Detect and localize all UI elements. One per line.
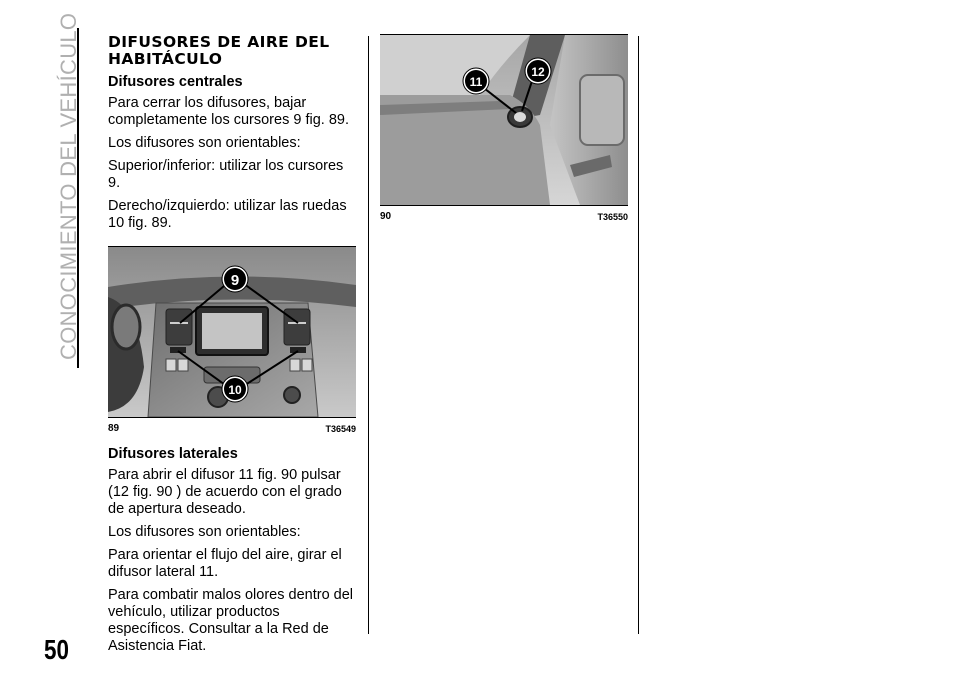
subheading-lateral: Difusores laterales <box>108 446 238 462</box>
paragraph: Los difusores son orientables: <box>108 524 301 540</box>
figure-code: T36550 <box>597 211 628 222</box>
paragraph: Para abrir el difusor 11 fig. 90 pulsar (12 fig. 90 ) de acuerdo con el grado de apertura deseado. <box>108 467 342 517</box>
page-number: 50 <box>44 634 69 665</box>
paragraph: Derecho/izquierdo: utilizar las ruedas 10 fig. 89. <box>108 198 347 231</box>
right-column <box>380 28 628 222</box>
chapter-label: CONOCIMIENTO DEL VEHÍCULO <box>56 12 81 360</box>
figure-code: T36549 <box>325 423 356 434</box>
paragraph: Superior/inferior: utilizar los cursores 9. <box>108 158 344 191</box>
paragraph: Para cerrar los difusores, bajar completamente los cursores 9 fig. 89. <box>108 95 349 128</box>
paragraph: Los difusores son orientables: <box>108 135 301 151</box>
figure-caption <box>380 206 628 222</box>
callout-12: 12 <box>531 65 545 79</box>
figure-number: 89 <box>108 423 120 434</box>
section-title: DIFUSORES DE AIRE DEL HABITÁCULO <box>108 33 330 68</box>
subheading-central: Difusores centrales <box>108 74 243 90</box>
figure-number: 90 <box>380 211 392 222</box>
column-divider-right <box>638 36 639 634</box>
callout-10: 10 <box>228 383 242 397</box>
side-vent-illustration <box>380 35 628 205</box>
paragraph: Para orientar el flujo del aire, girar el difusor lateral 11. <box>108 547 342 580</box>
side-chapter-tab <box>44 12 84 368</box>
dashboard-vents-illustration <box>108 247 356 417</box>
figure-89 <box>108 246 356 434</box>
column-divider-left <box>368 36 369 634</box>
figure-caption <box>108 418 356 434</box>
paragraph: Para combatir malos olores dentro del vehículo, utilizar productos específicos. Consultar a la Red de Asistencia Fiat. <box>108 587 354 654</box>
callout-11: 11 <box>469 75 483 89</box>
figure-90 <box>380 34 628 222</box>
left-column <box>108 28 356 661</box>
callout-9: 9 <box>230 272 240 289</box>
